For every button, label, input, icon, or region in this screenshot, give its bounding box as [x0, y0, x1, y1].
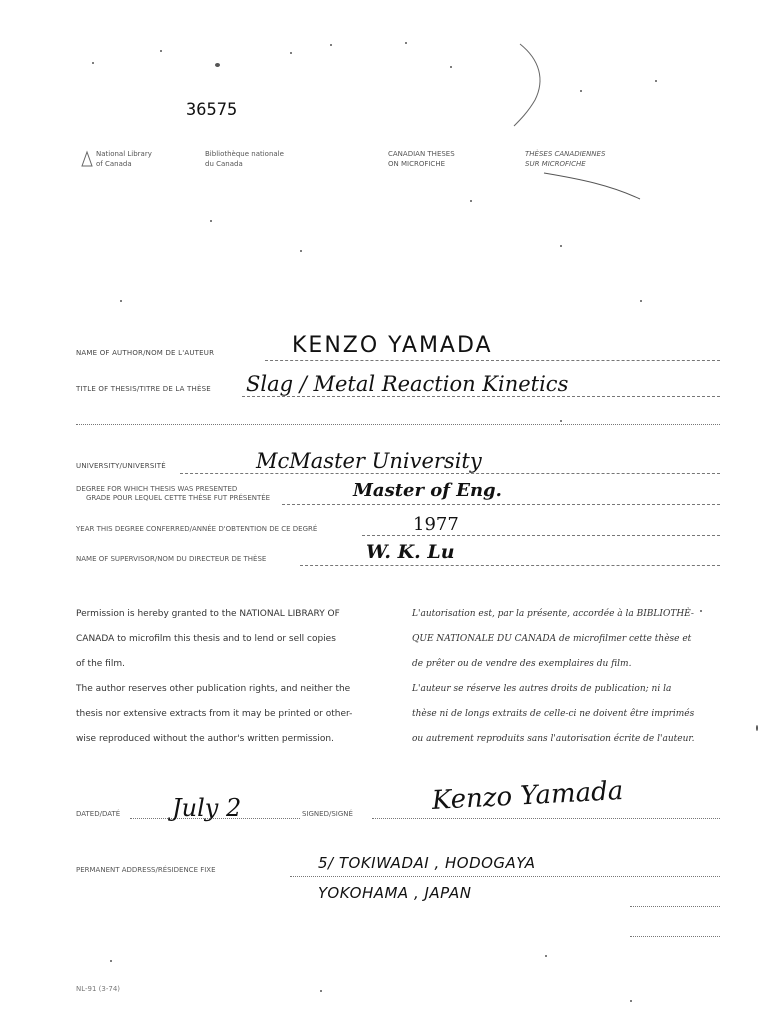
supervisor-underline [300, 565, 720, 566]
address-underline [290, 876, 720, 877]
permission-en-line: of the film. [76, 659, 125, 669]
library-name-fr: Bibliothèque nationale [205, 150, 284, 158]
permission-fr-line: QUE NATIONALE DU CANADA de microfilmer cette thèse et [412, 634, 692, 644]
permission-en-line: Permission is hereby granted to the NATIONAL LIBRARY OF [76, 609, 340, 619]
permission-fr-line: de prêter ou de vendre des exemplaires du film. [412, 659, 632, 669]
theses-title-fr-2: SUR MICROFICHE [525, 160, 586, 168]
permission-french [412, 602, 695, 752]
address-line-3-underline [630, 936, 720, 937]
author-value: KENZO YAMADA [292, 333, 493, 358]
theses-title-en: CANADIAN THESES [388, 150, 455, 158]
permission-fr-line: ou autrement reproduits sans l'autorisation écrite de l'auteur. [412, 734, 695, 744]
permission-en-line: CANADA to microfilm this thesis and to lend or sell copies [76, 634, 336, 644]
library-name-en: National Library [96, 150, 152, 158]
scan-mark [500, 40, 560, 130]
title-value: Slag / Metal Reaction Kinetics [246, 372, 569, 396]
author-label: NAME OF AUTHOR/NOM DE L'AUTEUR [76, 349, 215, 357]
supervisor-value: W. K. Lu [366, 541, 455, 563]
library-logo-icon [80, 150, 94, 168]
dated-label: DATED/DATÉ [76, 810, 121, 818]
title-label: TITLE OF THESIS/TITRE DE LA THÈSE [76, 385, 211, 393]
address-label: PERMANENT ADDRESS/RÉSIDENCE FIXE [76, 866, 216, 874]
permission-fr-line: L'auteur se réserve les autres droits de publication; ni la [412, 684, 672, 694]
theses-title-en-2: ON MICROFICHE [388, 160, 446, 168]
address-line-1: 5/ TOKIWADAI , HODOGAYA [318, 854, 536, 872]
supervisor-label: NAME OF SUPERVISOR/NOM DU DIRECTEUR DE THÈSE [76, 555, 267, 563]
library-name-fr-2: du Canada [205, 160, 243, 168]
library-name-en-2: of Canada [96, 160, 132, 168]
address-line-2: YOKOHAMA , JAPAN [318, 884, 472, 902]
title-continuation-line [76, 424, 720, 425]
year-label: YEAR THIS DEGREE CONFERRED/ANNÉE D'OBTENTION DE CE DEGRÉ [76, 525, 318, 533]
university-underline [180, 473, 720, 474]
degree-label-1: DEGREE FOR WHICH THESIS WAS PRESENTED [76, 485, 238, 493]
year-value: 1977 [413, 514, 459, 535]
dated-value: July 2 [172, 794, 242, 822]
degree-underline [282, 504, 720, 505]
signed-underline [372, 818, 720, 819]
permission-english [76, 602, 352, 752]
signed-label: SIGNED/SIGNÉ [302, 810, 353, 818]
permission-en-line: thesis nor extensive extracts from it may be printed or other- [76, 709, 353, 719]
document-number: 36575 [186, 100, 238, 120]
theses-title-fr: THÈSES CANADIENNES [525, 150, 606, 158]
author-underline [265, 360, 720, 361]
signature: Kenzo Yamada [431, 776, 624, 816]
degree-value: Master of Eng. [353, 480, 502, 501]
degree-label-2: GRADE POUR LEQUEL CETTE THÈSE FUT PRÉSENTÉE [86, 494, 271, 502]
permission-fr-line: thèse ni de longs extraits de celle-ci ne doivent être imprimés [412, 709, 695, 719]
permission-en-line: The author reserves other publication rights, and neither the [76, 684, 351, 694]
title-underline [242, 396, 720, 397]
university-value: McMaster University [256, 449, 482, 473]
scan-mark-2 [540, 165, 650, 205]
form-code: NL-91 (3-74) [76, 985, 121, 993]
address-line-2-underline [630, 906, 720, 907]
permission-fr-line: L'autorisation est, par la présente, accordée à la BIBLIOTHÈ- [412, 609, 694, 619]
year-underline [362, 535, 720, 536]
university-label: UNIVERSITY/UNIVERSITÉ [76, 462, 166, 470]
permission-en-line: wise reproduced without the author's written permission. [76, 734, 334, 744]
